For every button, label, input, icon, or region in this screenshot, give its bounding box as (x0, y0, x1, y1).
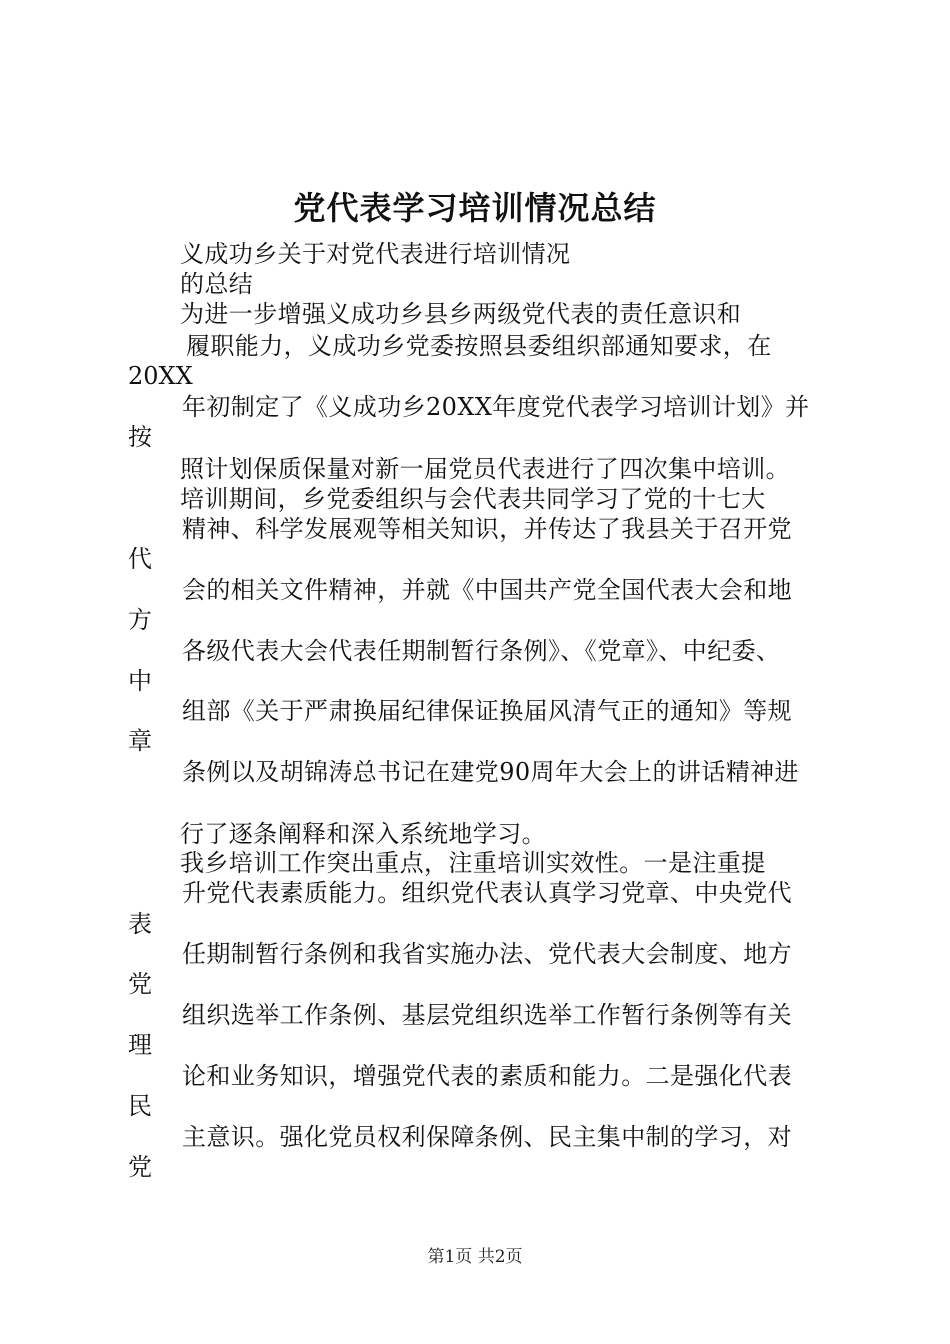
body-line: 义成功乡关于对党代表进行培训情况 (180, 240, 571, 268)
body-line: 升党代表素质能力。组织党代表认真学习党章、中央党代 (182, 879, 792, 907)
body-line-wrap: 民 (128, 1092, 152, 1120)
body-line: 条例以及胡锦涛总书记在建党90周年大会上的讲话精神进 (182, 758, 799, 786)
body-line: 精神、科学发展观等相关知识，并传达了我县关于召开党 (182, 515, 792, 543)
body-line: 年初制定了《义成功乡20XX年度党代表学习培训计划》并 (182, 393, 810, 421)
body-line-wrap: 章 (128, 727, 152, 755)
body-line-wrap: 中 (128, 667, 152, 695)
body-line-wrap: 方 (128, 606, 152, 634)
body-line: 论和业务知识，增强党代表的素质和能力。二是强化代表 (182, 1062, 792, 1090)
body-line: 的总结 (180, 270, 254, 298)
body-line: 为进一步增强义成功乡县乡两级党代表的责任意识和 (180, 300, 742, 328)
page-footer: 第1页 共2页 (427, 1247, 523, 1267)
body-line-wrap: 按 (128, 423, 152, 451)
body-line: 会的相关文件精神，并就《中国共产党全国代表大会和地 (182, 576, 792, 604)
body-line: 我乡培训工作突出重点，注重培训实效性。一是注重提 (180, 849, 766, 877)
body-line: 培训期间，乡党委组织与会代表共同学习了党的十七大 (180, 485, 766, 513)
body-line-wrap: 党 (128, 1153, 152, 1181)
body-line: 任期制暂行条例和我省实施办法、党代表大会制度、地方 (182, 940, 792, 968)
body-line: 主意识。强化党员权利保障条例、民主集中制的学习，对 (182, 1123, 792, 1151)
body-line-wrap: 20XX (128, 362, 193, 390)
body-line: 组织选举工作条例、基层党组织选举工作暂行条例等有关 (182, 1001, 792, 1029)
body-line-wrap: 表 (128, 910, 152, 938)
body-line: 履职能力，义成功乡党委按照县委组织部通知要求，在 (186, 332, 772, 360)
body-line-wrap: 代 (128, 545, 152, 573)
document-title: 党代表学习培训情况总结 (293, 189, 657, 227)
body-line: 行了逐条阐释和深入系统地学习。 (180, 820, 546, 848)
body-line: 各级代表大会代表任期制暂行条例》、《党章》、中纪委、 (182, 637, 781, 665)
body-line: 照计划保质保量对新一届党员代表进行了四次集中培训。 (180, 455, 790, 483)
body-line-wrap: 党 (128, 970, 152, 998)
body-line-wrap: 理 (128, 1031, 152, 1059)
body-line: 组部《关于严肃换届纪律保证换届风清气正的通知》等规 (182, 697, 792, 725)
